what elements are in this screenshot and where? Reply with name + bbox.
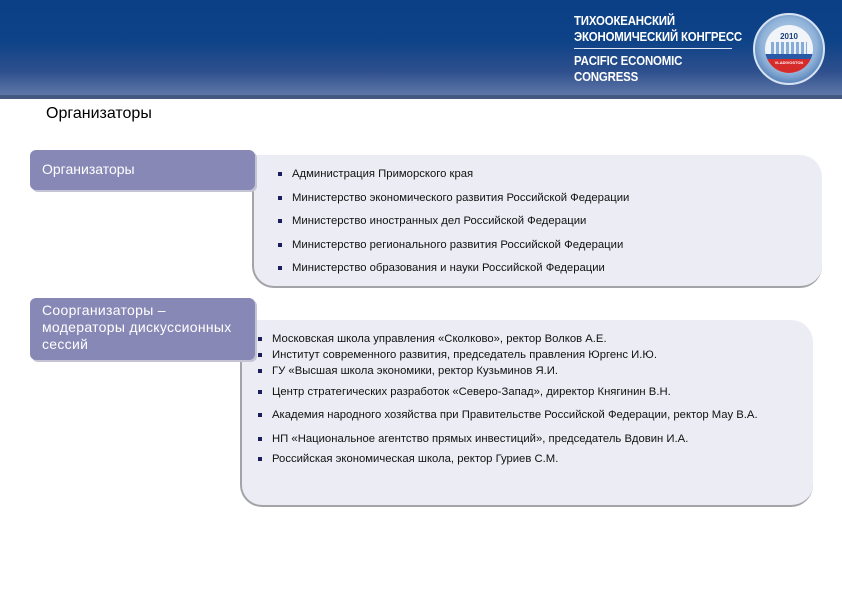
square-bullet-icon (278, 219, 282, 223)
emblem-year: 2010 (780, 32, 798, 41)
list-item-text: НП «Национальное агентство прямых инвестиций», председатель Вдовин И.А. (272, 433, 689, 445)
list-item (258, 432, 792, 446)
co-organizers-label: Соорганизаторы – модераторы дискуссионных сессий (30, 298, 255, 360)
square-bullet-icon (258, 457, 262, 461)
brand-ru-line2: ЭКОНОМИЧЕСКИЙ КОНГРЕСС (574, 29, 743, 44)
header-divider-strip (0, 95, 842, 99)
square-bullet-icon (278, 196, 282, 200)
list-item-text: Министерство иностранных дел Российской Федерации (292, 215, 587, 227)
organizers-list (278, 167, 629, 285)
list-item-text: Администрация Приморского края (292, 168, 474, 180)
congress-emblem-icon (753, 13, 825, 85)
organizers-label: Организаторы (30, 150, 255, 190)
co-organizers-panel (240, 320, 813, 507)
page-title: Организаторы (46, 105, 152, 122)
list-item-text: Академия народного хозяйства при Правительстве Российской Федерации, ректор Мау В.А. (272, 409, 758, 421)
list-item (258, 332, 792, 346)
square-bullet-icon (278, 243, 282, 247)
list-item-text: Институт современного развития, председатель правления Юргенс И.Ю. (272, 349, 657, 361)
square-bullet-icon (258, 337, 262, 341)
list-item (278, 191, 629, 215)
list-item (258, 385, 792, 399)
brand-divider (574, 48, 732, 49)
square-bullet-icon (278, 266, 282, 270)
list-item-text: Министерство экономического развития Российской Федерации (292, 191, 630, 204)
list-item-text: ГУ «Высшая школа экономики, ректор Кузьминов Я.И. (272, 365, 559, 377)
co-organizers-list (258, 332, 792, 470)
list-item-text: Российская экономическая школа, ректор Гуриев С.М. (272, 453, 559, 465)
square-bullet-icon (258, 413, 262, 417)
list-item (258, 452, 792, 466)
list-item (258, 348, 792, 362)
brand-wordmark (574, 13, 765, 85)
square-bullet-icon (258, 353, 262, 357)
list-item (258, 406, 792, 425)
world-map-icon (771, 42, 807, 54)
list-item-text: Центр стратегических разработок «Северо-Запад», директор Княгинин В.Н. (272, 386, 671, 398)
list-item-text: Московская школа управления «Сколково», ректор Волков А.Е. (272, 333, 607, 345)
header-banner (0, 0, 842, 95)
list-item (278, 167, 629, 191)
square-bullet-icon (258, 437, 262, 441)
organizers-panel (252, 155, 822, 288)
brand-ru-line1: ТИХООКЕАНСКИЙ (574, 13, 675, 28)
list-item (278, 261, 629, 285)
square-bullet-icon (278, 172, 282, 176)
emblem-ribbon: VLADIVOSTOK (765, 59, 813, 73)
list-item (278, 214, 629, 238)
list-item (278, 238, 629, 262)
list-item-text: Министерство образования и науки Российской Федерации (292, 262, 605, 274)
emblem-globe (765, 25, 813, 73)
brand-en-line2: CONGRESS (574, 69, 639, 84)
list-item-text: Министерство регионального развития Российской Федерации (292, 238, 624, 251)
brand-en-line1: PACIFIC ECONOMIC (574, 53, 683, 68)
square-bullet-icon (258, 369, 262, 373)
list-item (258, 364, 792, 378)
square-bullet-icon (258, 390, 262, 394)
